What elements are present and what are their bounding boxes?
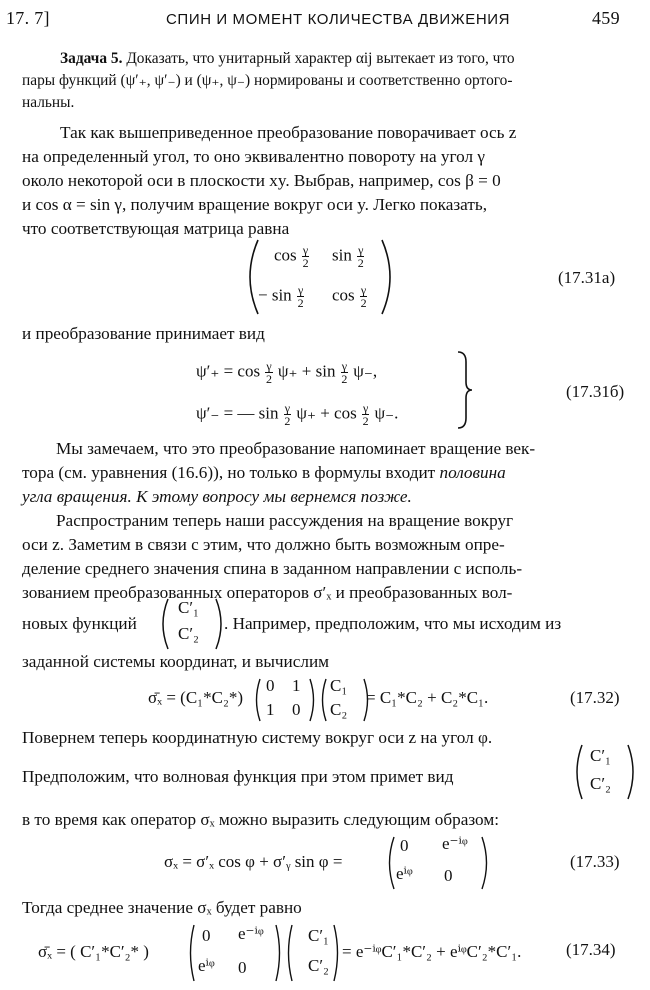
v-17-32-1: C₁ bbox=[330, 676, 348, 695]
eq-17-31b-line-1: ψ′₊ = cos $\frac{\gamma}{2}$ ψ₊ + sin $\frac{\gamma}{2}$ ψ₋, bbox=[196, 359, 378, 386]
matrix-cell-21: − sin $\frac{\gamma}{2}$ bbox=[258, 283, 304, 310]
brace-17-31b bbox=[454, 350, 474, 430]
task-label: Задача 5. bbox=[60, 50, 123, 67]
matrix-cell-11: cos $\frac{\gamma}{2}$ bbox=[274, 243, 309, 270]
m-17-34-12: e⁻ⁱᵠ bbox=[238, 924, 264, 943]
m-17-34-21: eⁱᵠ bbox=[198, 956, 215, 975]
page-number: 459 bbox=[592, 8, 620, 28]
v-17-34-1: C′₁ bbox=[308, 926, 329, 945]
m-17-32-21: 1 bbox=[266, 700, 275, 719]
para3-line-5-pre: новых функций bbox=[22, 614, 137, 633]
m-17-34-22: 0 bbox=[238, 958, 247, 977]
m-17-33-22: 0 bbox=[444, 866, 453, 885]
task-line-3: нальны. bbox=[22, 94, 75, 111]
task-text-1: Доказать, что унитарный характер αij вытекает из того, что bbox=[126, 50, 515, 67]
para3-line-3: деление среднего значения спина в заданном направлении с исполь- bbox=[22, 559, 523, 578]
para4-vector-c2: C′₂ bbox=[590, 774, 611, 793]
para2-line-2: тора (см. уравнения (16.6)), но только в формулы входит половина bbox=[22, 463, 506, 482]
equation-number-17-33: (17.33) bbox=[570, 852, 620, 871]
matrix-cell-12: sin $\frac{\gamma}{2}$ bbox=[332, 243, 364, 270]
para1-line-5: что соответствующая матрица равна bbox=[22, 219, 290, 238]
para2-line-1: Мы замечаем, что это преобразование напоминает вращение век- bbox=[56, 439, 536, 458]
para3-line-4: зованием преобразованных операторов σ′ₓ и преобразованных вол- bbox=[22, 583, 513, 602]
eq-17-33-lhs: σₓ = σ′ₓ cos φ + σ′ᵧ sin φ = bbox=[164, 852, 343, 871]
matrix-cell-22: cos $\frac{\gamma}{2}$ bbox=[332, 283, 367, 310]
transform-intro: и преобразование принимает вид bbox=[22, 324, 265, 343]
eq-17-32-lhs: σ̄ₓ = (C₁*C₂*) bbox=[148, 688, 244, 707]
eq-17-31b-line-2: ψ′₋ = — sin $\frac{\gamma}{2}$ ψ₊ + cos $\frac{\gamma}{2}$ ψ₋. bbox=[196, 401, 399, 428]
m-17-32-22: 0 bbox=[292, 700, 301, 719]
eq-17-32-rhs: = C₁*C₂ + C₂*C₁. bbox=[366, 688, 489, 707]
equation-number-17-34: (17.34) bbox=[566, 940, 616, 959]
running-title: СПИН И МОМЕНТ КОЛИЧЕСТВА ДВИЖЕНИЯ bbox=[166, 11, 511, 28]
task-line-2: пары функций (ψ′₊, ψ′₋) и (ψ₊, ψ₋) нормированы и соответственно ортого- bbox=[22, 72, 513, 89]
para4-line-2: Предположим, что волновая функция при этом примет вид bbox=[22, 767, 454, 786]
m-17-34-11: 0 bbox=[202, 926, 211, 945]
vector-c2-prime: C′₂ bbox=[178, 624, 199, 643]
task-line-1 bbox=[60, 49, 515, 69]
m-17-33-11: 0 bbox=[400, 836, 409, 855]
equation-number-17-31b: (17.31б) bbox=[566, 382, 625, 401]
m-17-32-12: 1 bbox=[292, 676, 301, 695]
vector-c1-prime: C′₁ bbox=[178, 598, 199, 617]
m-17-33-21: eⁱᵠ bbox=[396, 864, 413, 883]
para3-line-2: оси z. Заметим в связи с этим, что должно быть возможным опре- bbox=[22, 535, 505, 554]
para1-line-3: около некоторой оси в плоскости xy. Выбрав, например, cos β = 0 bbox=[22, 171, 501, 190]
v-17-32-2: C₂ bbox=[330, 700, 348, 719]
para3-line-1: Распространим теперь наши рассуждения на вращение вокруг bbox=[56, 511, 514, 530]
para1-line-2: на определенный угол, то оно эквивалентно повороту на угол γ bbox=[22, 147, 485, 166]
eq-17-34-lhs: σ̄ₓ = ( C′₁*C′₂* ) bbox=[38, 942, 149, 961]
m-17-32-11: 0 bbox=[266, 676, 275, 695]
m-17-33-12: e⁻ⁱᵠ bbox=[442, 834, 468, 853]
para5-line: Тогда среднее значение σₓ будет равно bbox=[22, 898, 302, 917]
eq-17-34-rhs: = e⁻ⁱᵠC′₁*C′₂ + eⁱᵠC′₂*C′₁. bbox=[342, 942, 522, 961]
section-number: 17. 7] bbox=[6, 8, 50, 28]
para4-line-1: Повернем теперь координатную систему вокруг оси z на угол φ. bbox=[22, 728, 493, 747]
equation-number-17-32: (17.32) bbox=[570, 688, 620, 707]
para1-line-1: Так как вышеприведенное преобразование поворачивает ось z bbox=[60, 123, 517, 142]
para4-vector-c1: C′₁ bbox=[590, 746, 611, 765]
para4-line-3: в то время как оператор σₓ можно выразить следующим образом: bbox=[22, 810, 499, 829]
para2-line-3: угла вращения. К этому вопросу мы вернемся позже. bbox=[22, 487, 412, 506]
para3-line-5-post: . Например, предположим, что мы исходим из bbox=[224, 614, 562, 633]
equation-number-17-31a: (17.31a) bbox=[558, 268, 616, 287]
v-17-34-2: C′₂ bbox=[308, 956, 329, 975]
para3-line-6: заданной системы координат, и вычислим bbox=[22, 652, 330, 671]
para1-line-4: и cos α = sin γ, получим вращение вокруг оси y. Легко показать, bbox=[22, 195, 487, 214]
